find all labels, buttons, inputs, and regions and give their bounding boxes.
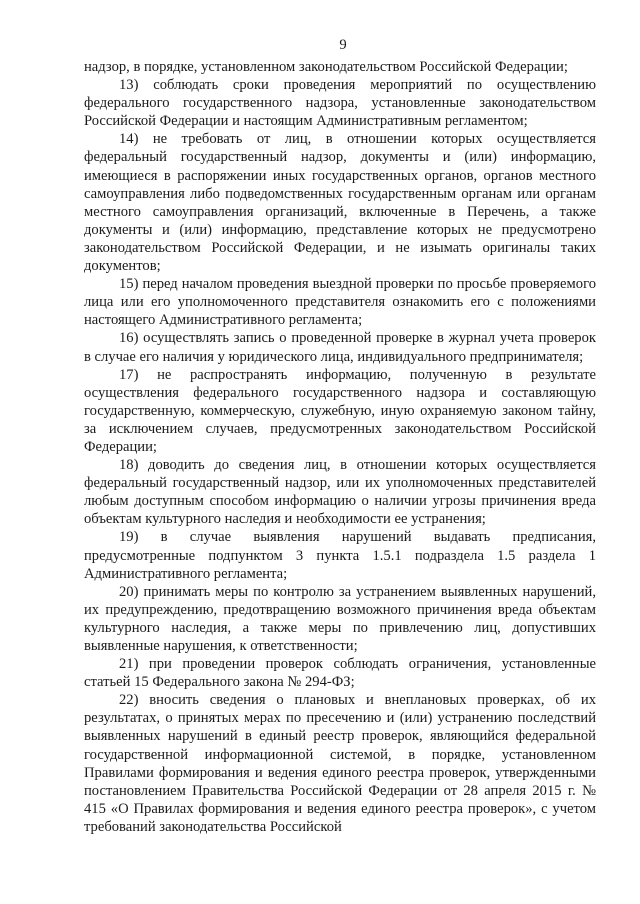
paragraph-item-21: 21) при проведении проверок соблюдать ограничения, установленные статьей 15 Федерального закона № 294-ФЗ;: [84, 656, 596, 691]
paragraph-item-15: 15) перед началом проведения выездной проверки по просьбе проверяемого лица или его уполномоченного представителя ознакомить его с положениями настоящего Административного регламента;: [84, 276, 596, 329]
page-number: 9: [339, 37, 347, 53]
paragraph-item-14: 14) не требовать от лиц, в отношении которых осуществляется федеральный государственный надзор, документы и (или) информацию, имеющиеся в распоряжении иных государственных органов, органов местного самоуправления либо подведомственных государственным органам или органам местного самоуправления организаций, включенные в Перечень, а также документы и (или) информацию, представление которых не предусмотрено законодательством Российской Федерации, и не изымать оригиналы таких документов;: [84, 131, 596, 275]
paragraph-item-20: 20) принимать меры по контролю за устранением выявленных нарушений, их предупреждению, предотвращению возможного причинения вреда объектам культурного наследия, а также меры по привлечению лиц, допустивших выявленные нарушения, к ответственности;: [84, 583, 596, 654]
paragraph-item-16: 16) осуществлять запись о проведенной проверке в журнал учета проверок в случае его наличия у юридического лица, индивидуального предпринимателя;: [84, 330, 596, 365]
document-page: [84, 36, 596, 836]
paragraph-item-22: 22) вносить сведения о плановых и внеплановых проверках, об их результатах, о принятых мерах по пресечению и (или) устранению последствий выявленных нарушений в единый реестр проверок, являющийся федеральной государственной информационной системой, в порядке, установленном Правилами формирования и ведения единого реестра проверок, утвержденными постановлением Правительства Российской Федерации от 28 апреля 2015 г. № 415 «О Правилах формирования и ведения единого реестра проверок», с учетом требований законодательства Российской: [84, 692, 596, 835]
paragraph-item-17: 17) не распространять информацию, полученную в результате осуществления федерального государственного надзора и составляющую государственную, коммерческую, служебную, иную охраняемую законом тайну, за исключением случаев, предусмотренных законодательством Российской Федерации;: [84, 366, 596, 455]
paragraph-continuation: надзор, в порядке, установленном законодательством Российской Федерации;: [84, 59, 568, 75]
paragraph-item-19: 19) в случае выявления нарушений выдавать предписания, предусмотренные подпунктом 3 пункта 1.5.1 подраздела 1.5 раздела 1 Административного регламента;: [84, 529, 596, 582]
paragraph-item-18: 18) доводить до сведения лиц, в отношении которых осуществляется федеральный государственный надзор, или их уполномоченных представителей любым доступным способом информацию о наличии угрозы причинения вреда объектам культурного наследия и необходимости ее устранения;: [84, 457, 596, 528]
paragraph-item-13: 13) соблюдать сроки проведения мероприятий по осуществлению федерального государственного надзора, установленные законодательством Российской Федерации и настоящим Административным регламентом;: [84, 77, 596, 130]
